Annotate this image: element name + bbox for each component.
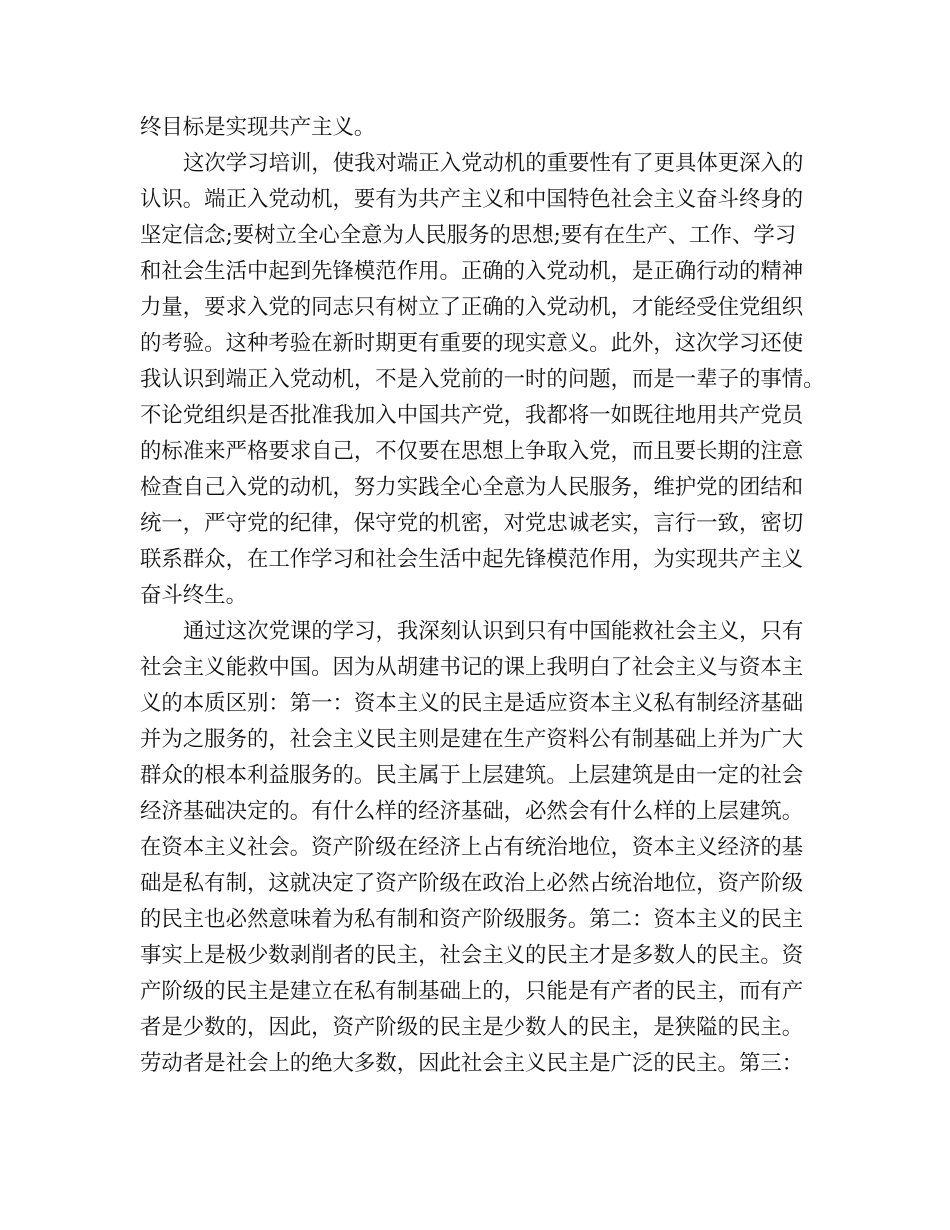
text-line: 统一，严守党的纪律，保守党的机密，对党忠诚老实，言行一致，密切 [140, 511, 804, 536]
text-line: 在资本主义社会。资产阶级在经济上占有统治地位，资本主义经济的基 [140, 835, 804, 860]
text-line: 我认识到端正入党动机，不是入党前的一时的问题，而是一辈子的事情。 [140, 367, 825, 392]
text-line: 不论党组织是否批准我加入中国共产党，我都将一如既往地用共产党员 [140, 403, 804, 428]
text-line: 和社会生活中起到先锋模范作用。正确的入党动机，是正确行动的精神 [140, 259, 804, 284]
text-line: 群众的根本利益服务的。民主属于上层建筑。上层建筑是由一定的社会 [140, 763, 804, 788]
text-line: 的考验。这种考验在新时期更有重要的现实意义。此外，这次学习还使 [140, 331, 804, 356]
text-line: 的民主也必然意味着为私有制和资产阶级服务。第二：资本主义的民主 [140, 907, 804, 932]
text-line: 通过这次党课的学习，我深刻认识到只有中国能救社会主义，只有 [183, 619, 804, 644]
text-line: 产阶级的民主是建立在私有制基础上的，只能是有产者的民主，而有产 [140, 979, 804, 1004]
text-line: 础是私有制，这就决定了资产阶级在政治上必然占统治地位，资产阶级 [140, 871, 804, 896]
text-line: 坚定信念;要树立全心全意为人民服务的思想;要有在生产、工作、学习 [140, 223, 797, 248]
text-line: 认识。端正入党动机，要有为共产主义和中国特色社会主义奋斗终身的 [140, 187, 804, 212]
text-line: 义的本质区别：第一：资本主义的民主是适应资本主义私有制经济基础 [140, 691, 804, 716]
text-line: 奋斗终生。 [140, 583, 247, 608]
text-line: 社会主义能救中国。因为从胡建书记的课上我明白了社会主义与资本主 [140, 655, 804, 680]
text-line: 的标准来严格要求自己，不仅要在思想上争取入党，而且要长期的注意 [140, 439, 804, 464]
text-line: 事实上是极少数剥削者的民主，社会主义的民主才是多数人的民主。资 [140, 943, 804, 968]
text-line: 经济基础决定的。有什么样的经济基础，必然会有什么样的上层建筑。 [140, 799, 804, 824]
text-line: 终目标是实现共产主义。 [140, 115, 376, 140]
text-line: 者是少数的，因此，资产阶级的民主是少数人的民主，是狭隘的民主。 [140, 1015, 804, 1040]
text-line: 这次学习培训，使我对端正入党动机的重要性有了更具体更深入的 [183, 151, 804, 176]
text-line: 联系群众，在工作学习和社会生活中起先锋模范作用，为实现共产主义 [140, 547, 804, 572]
text-line: 并为之服务的，社会主义民主则是建在生产资料公有制基础上并为广大 [140, 727, 804, 752]
text-line: 检查自己入党的动机，努力实践全心全意为人民服务，维护党的团结和 [140, 475, 804, 500]
text-line: 劳动者是社会上的绝大多数，因此社会主义民主是广泛的民主。第三： [140, 1051, 804, 1076]
text-line: 力量，要求入党的同志只有树立了正确的入党动机，才能经受住党组织 [140, 295, 804, 320]
